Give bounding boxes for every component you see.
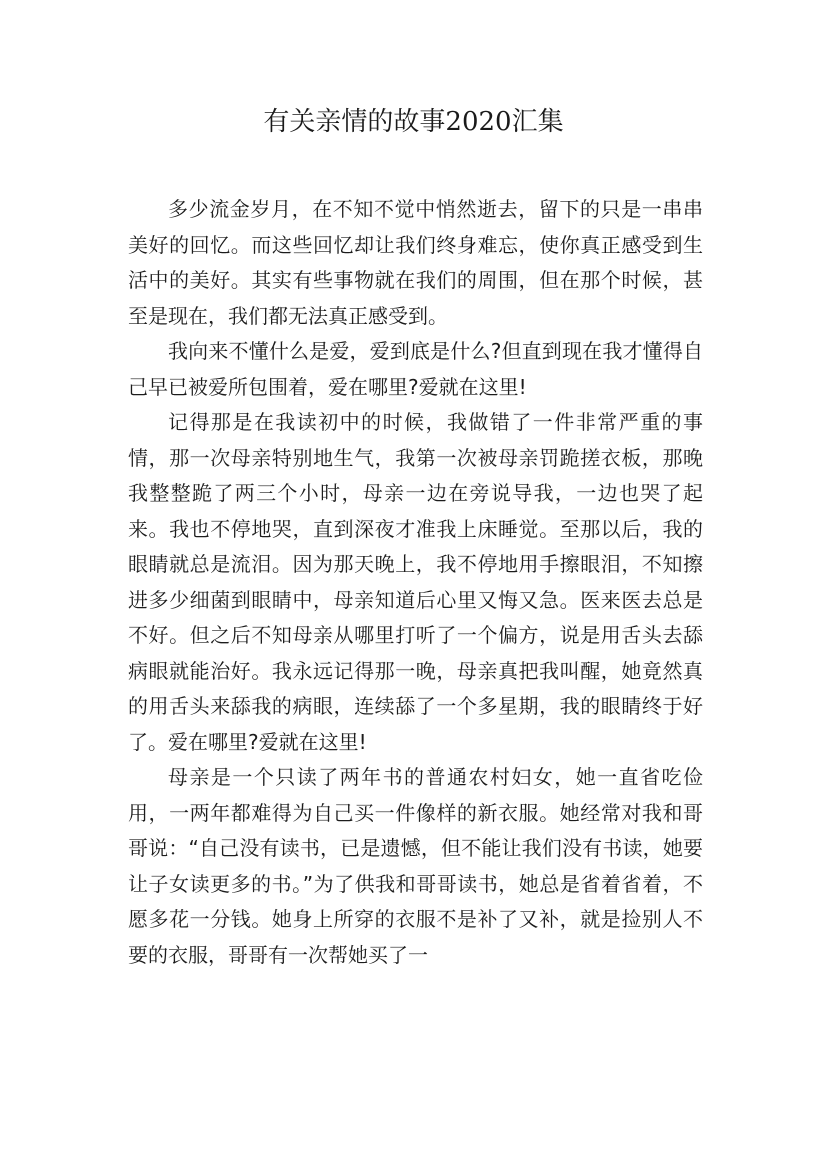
document-title: 有关亲情的故事2020汇集 [263, 107, 564, 137]
document-body [128, 192, 703, 973]
paragraph-2: 我向来不懂什么是爱，爱到底是什么?但直到现在我才懂得自己早已被爱所包围着，爱在哪里?爱就在这里! [128, 339, 703, 399]
paragraph-1: 多少流金岁月，在不知不觉中悄然逝去，留下的只是一串串美好的回忆。而这些回忆却让我们终身难忘，使你真正感受到生活中的美好。其实有些事物就在我们的周围，但在那个时候，甚至是现在，我们都无法真正感受到。 [128, 197, 703, 328]
paragraph-3: 记得那是在我读初中的时候，我做错了一件非常严重的事情，那一次母亲特别地生气，我第一次被母亲罚跪搓衣板，那晚我整整跪了两三个小时，母亲一边在旁说导我，一边也哭了起来。我也不停地哭，直到深夜才准我上床睡觉。至那以后，我的眼睛就总是流泪。因为那天晚上，我不停地用手擦眼泪，不知擦进多少细菌到眼睛中，母亲知道后心里又悔又急。医来医去总是不好。但之后不知母亲从哪里打听了一个偏方，说是用舌头去舔病眼就能治好。我永远记得那一晚，母亲真把我叫醒，她竟然真的用舌头来舔我的病眼，连续舔了一个多星期，我的眼睛终于好了。爱在哪里?爱就在这里! [128, 410, 703, 754]
paragraph-4: 母亲是一个只读了两年书的普通农村妇女，她一直省吃俭用，一两年都难得为自己买一件像样的新衣服。她经常对我和哥哥说：“自己没有读书，已是遗憾，但不能让我们没有书读，她要让子女读更多的书。”为了供我和哥哥读书，她总是省着省着，不愿多花一分钱。她身上所穿的衣服不是补了又补，就是捡别人不要的衣服，哥哥有一次帮她买了一 [128, 765, 703, 967]
